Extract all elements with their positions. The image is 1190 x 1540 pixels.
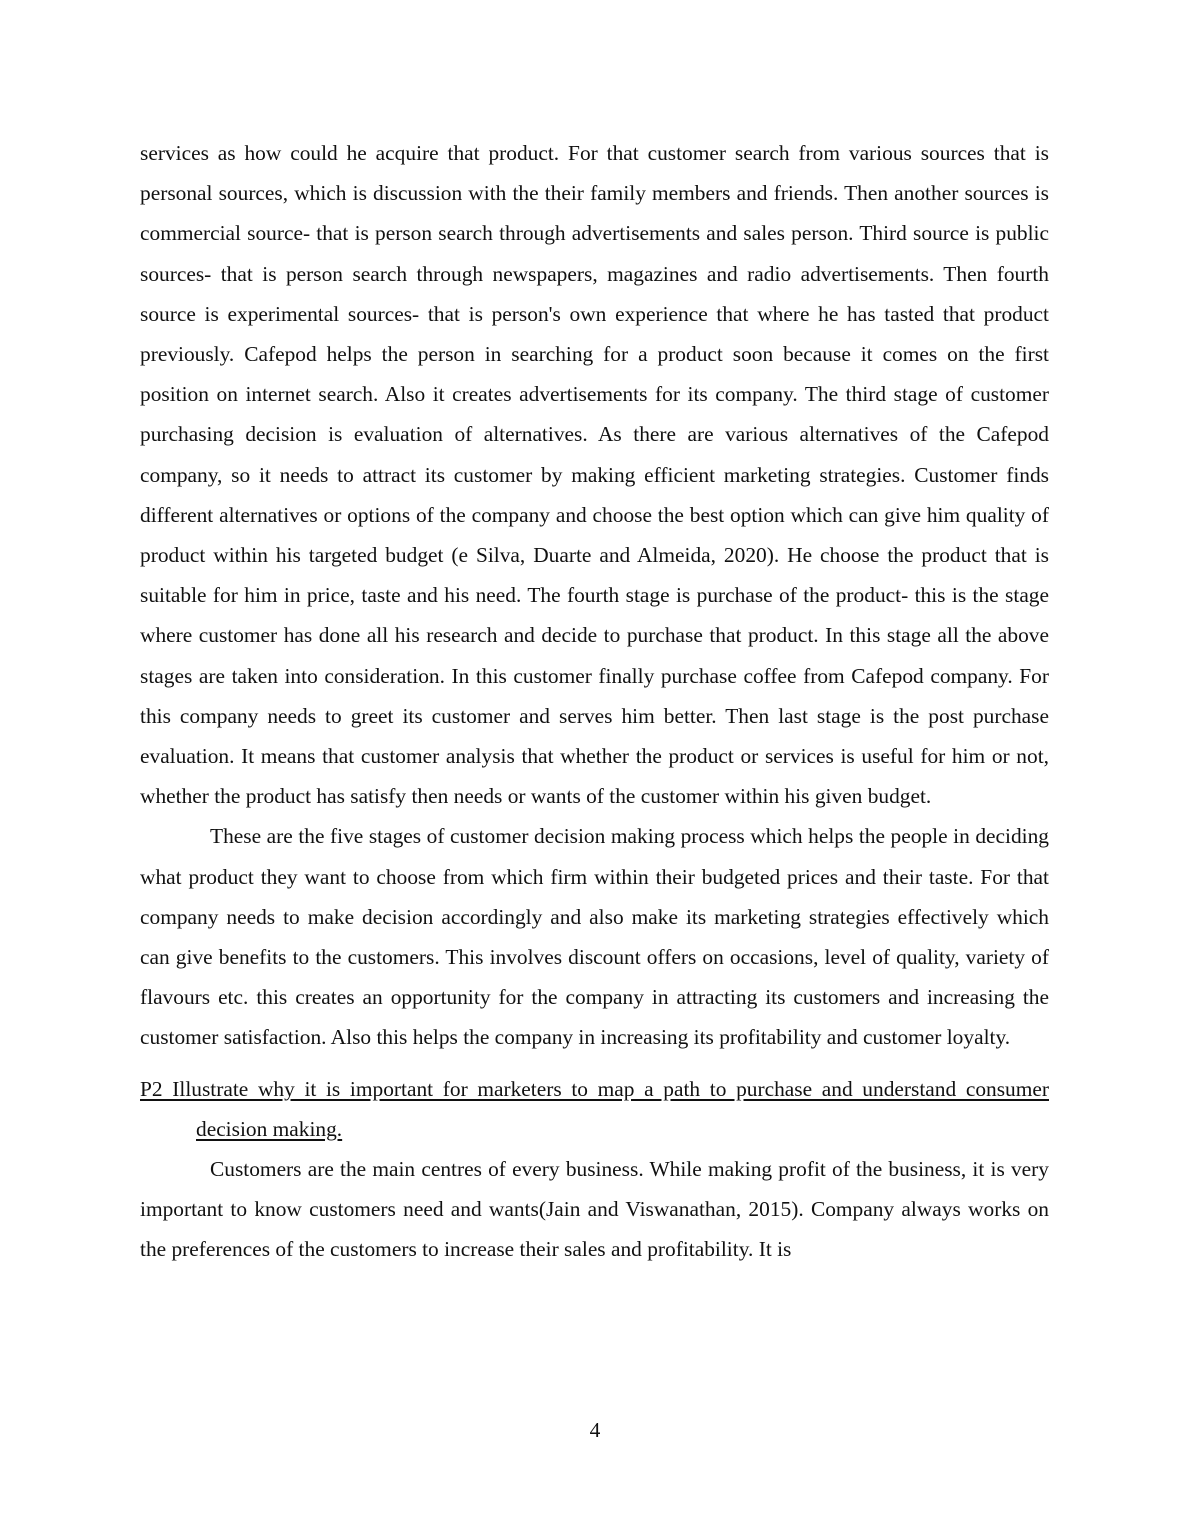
page-body	[140, 133, 1049, 1270]
body-paragraph-2: These are the five stages of customer decision making process which helps the people in deciding what product they want to choose from which firm within their budgeted prices and their taste. For that company needs to make decision accordingly and also make its marketing strategies effectively which can give benefits to the customers. This involves discount offers on occasions, level of quality, variety of flavours etc. this creates an opportunity for the company in attracting its customers and increasing the customer satisfaction. Also this helps the company in increasing its profitability and customer loyalty.	[140, 824, 1049, 1050]
page-number: 4	[589, 1418, 601, 1442]
body-paragraph-3: Customers are the main centres of every business. While making profit of the business, it is very important to know customers need and wants(Jain and Viswanathan, 2015). Company always works on the preferences of the customers to increase their sales and profitability. It is	[140, 1157, 1049, 1262]
body-paragraph-1: services as how could he acquire that product. For that customer search from various sources that is personal sources, which is discussion with the their family members and friends. Then another sources is commercial source- that is person search through advertisements and sales person. Third source is public sources- that is person search through newspapers, magazines and radio advertisements. Then fourth source is experimental sources- that is person's own experience that where he has tasted that product previously. Cafepod helps the person in searching for a product soon because it comes on the first position on internet search. Also it creates advertisements for its company. The third stage of customer purchasing decision is evaluation of alternatives. As there are various alternatives of the Cafepod company, so it needs to attract its customer by making efficient marketing strategies. Customer finds different alternatives or options of the company and choose the best option which can give him quality of product within his targeted budget (e Silva, Duarte and Almeida, 2020). He choose the product that is suitable for him in price, taste and his need. The fourth stage is purchase of the product- this is the stage where customer has done all his research and decide to purchase that product. In this stage all the above stages are taken into consideration. In this customer finally purchase coffee from Cafepod company. For this company needs to greet its customer and serves him better. Then last stage is the post purchase evaluation. It means that customer analysis that whether the product or services is useful for him or not, whether the product has satisfy then needs or wants of the customer within his given budget.	[140, 141, 1049, 809]
section-heading-p2: P2 Illustrate why it is important for marketers to map a path to purchase and understand consumer decision making.	[140, 1076, 1049, 1141]
